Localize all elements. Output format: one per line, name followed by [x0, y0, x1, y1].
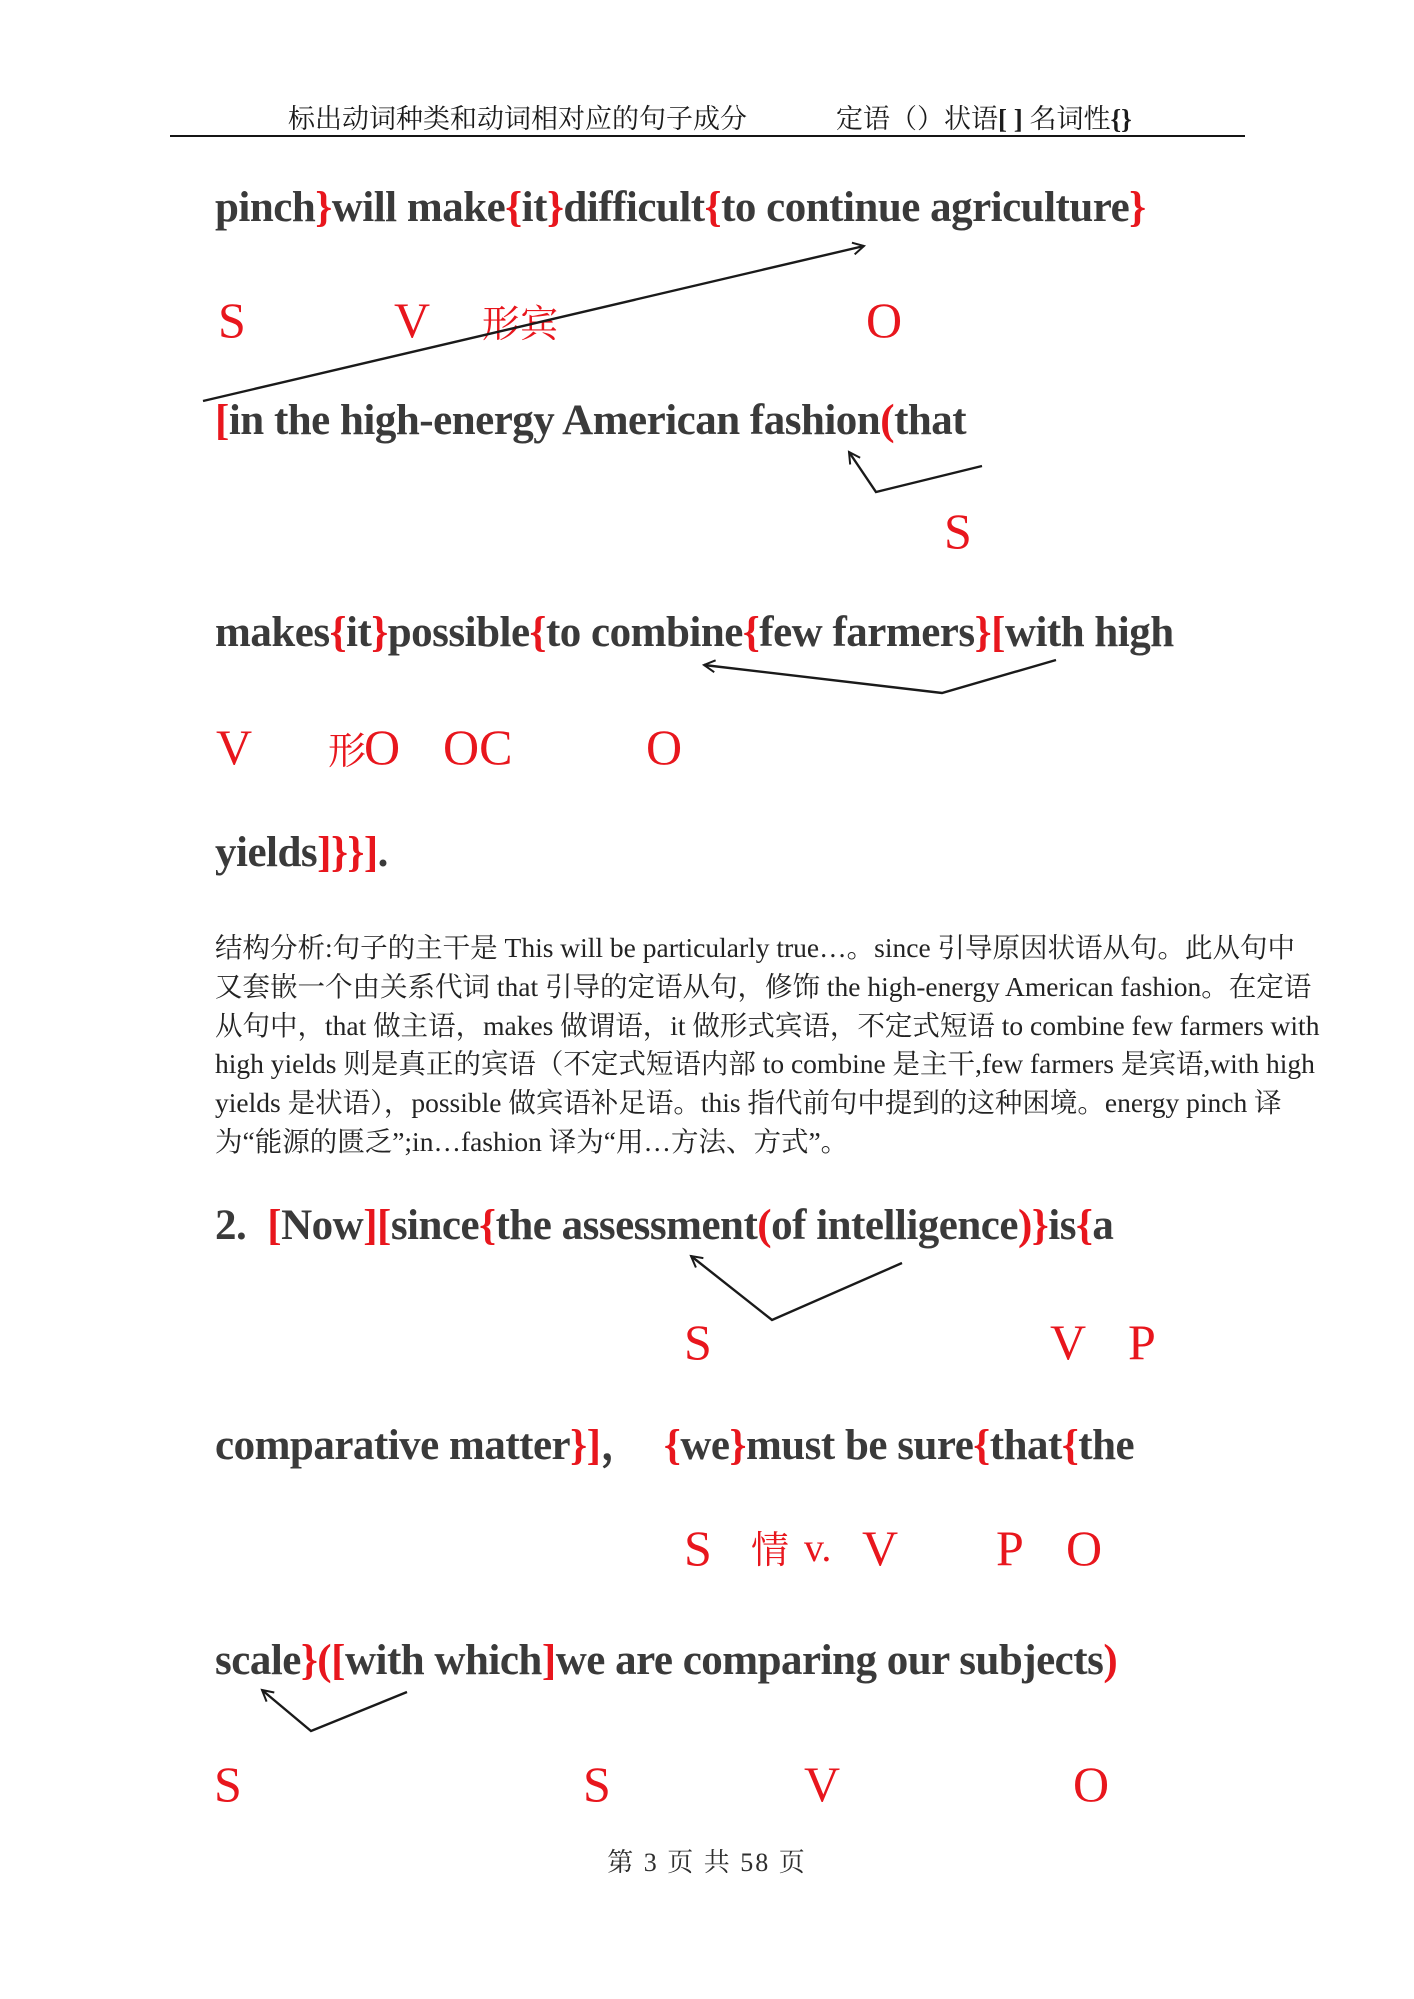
text-segment: Now: [281, 1202, 364, 1249]
grammar-label-v: v.: [804, 1525, 832, 1570]
text-segment: possible: [387, 609, 530, 656]
text-segment: must be sure: [745, 1422, 974, 1469]
grammar-label-P: P: [996, 1520, 1024, 1576]
header-legend-segment: {}: [1110, 104, 1132, 134]
text-segment: that: [989, 1422, 1062, 1469]
text-segment: yields: [215, 829, 318, 876]
that-antecedent-arrow: [849, 452, 982, 492]
analysis-line: 为“能源的匮乏”;in…fashion 译为“用…方法、方式”。: [215, 1125, 849, 1157]
text-segment: that: [894, 397, 967, 444]
text-segment: (: [880, 397, 895, 444]
text-segment: of intelligence: [771, 1202, 1018, 1249]
text-segment: [: [215, 397, 229, 444]
text-segment: }: [315, 184, 332, 231]
grammar-label-OC: OC: [443, 719, 513, 775]
grammar-label-V: V: [804, 1756, 841, 1812]
grammar-label-S: S: [218, 292, 246, 348]
grammar-label-O: O: [646, 719, 683, 775]
header-rule: [170, 135, 1245, 137]
grammar-label-O: O: [1066, 1520, 1103, 1576]
text-segment: }: [546, 184, 564, 231]
text-segment: {: [663, 1422, 681, 1469]
text-segment: .: [377, 829, 388, 876]
grammar-label-formal: 形: [328, 731, 367, 773]
text-segment: }: [1129, 184, 1146, 231]
sentence-line-6: [215, 1420, 1134, 1472]
sentence-line-5-item2: [215, 1200, 1113, 1252]
text-segment: is: [1048, 1202, 1076, 1249]
text-segment: since: [390, 1202, 480, 1249]
analysis-line: 结构分析:句子的主干是 This will be particularly true…。since 引导原因状语从句。此从句中: [215, 932, 1296, 963]
analysis-line: 从句中，that 做主语，makes 做谓语，it 做形式宾语，不定式短语 to combine few farmers with: [215, 1009, 1320, 1041]
text-segment: }([: [300, 1637, 345, 1684]
text-segment: to combine: [545, 609, 743, 656]
with-yields-modifier-arrow: [704, 660, 1056, 693]
sentence-line-1: [215, 182, 1146, 234]
text-segment: ][: [363, 1202, 391, 1249]
grammar-label-O: O: [364, 719, 401, 775]
header-legend: [836, 97, 1132, 136]
analysis-line: yields 是状语），possible 做宾语补足语。this 指代前句中提到的这种困境。energy pinch 译: [215, 1087, 1282, 1119]
text-segment: we are comparing our subjects: [555, 1637, 1104, 1684]
text-segment: with high: [1004, 609, 1174, 656]
page-number-footer: 第 3 页 共 58 页: [607, 1848, 807, 1877]
grammar-label-V: V: [216, 719, 253, 775]
text-segment: it: [346, 609, 372, 656]
text-segment: )}: [1017, 1202, 1049, 1249]
sentence-line-4: [215, 827, 388, 879]
grammar-label-V: V: [862, 1520, 899, 1576]
text-segment: to continue agriculture: [721, 184, 1130, 231]
text-segment: ，: [600, 1422, 664, 1469]
grammar-label-V: V: [394, 292, 431, 348]
header-left-title: 标出动词种类和动词相对应的句子成分: [288, 104, 747, 134]
text-segment: }: [974, 609, 992, 656]
text-segment: comparative matter: [215, 1422, 571, 1469]
text-segment: {: [1075, 1202, 1093, 1249]
grammar-label-S: S: [583, 1756, 611, 1812]
header-legend-segment: [ ]: [998, 104, 1023, 134]
text-segment: in the high-energy American fashion: [228, 397, 881, 444]
text-segment: ]}}]: [317, 829, 378, 876]
text-segment: makes: [215, 609, 330, 656]
analysis-line: 又套嵌一个由关系代词 that 引导的定语从句，修饰 the high-energy American fashion。在定语: [215, 970, 1312, 1002]
grammar-label-S: S: [684, 1314, 712, 1370]
text-segment: it: [521, 184, 547, 231]
text-segment: ]: [541, 1637, 556, 1684]
text-segment: }: [371, 609, 388, 656]
header-legend-segment: 定语（）状语: [836, 104, 998, 134]
text-segment: }]: [570, 1422, 601, 1469]
text-segment: {: [529, 609, 546, 656]
text-segment: {: [973, 1422, 990, 1469]
text-segment: scale: [215, 1637, 301, 1684]
text-segment: a: [1092, 1202, 1114, 1249]
text-segment: [: [991, 609, 1005, 656]
grammar-label-S: S: [684, 1520, 712, 1576]
text-segment: the: [1078, 1422, 1135, 1469]
text-segment: {: [1061, 1422, 1079, 1469]
grammar-label-S: S: [214, 1756, 242, 1812]
text-segment: 2.: [215, 1202, 268, 1249]
text-segment: pinch: [215, 184, 316, 231]
header-legend-segment: 名词性: [1022, 104, 1111, 134]
text-segment: with which: [344, 1637, 542, 1684]
grammar-label-S: S: [944, 503, 972, 559]
grammar-label-modal: 情: [751, 1530, 790, 1572]
grammar-label-V: V: [1050, 1314, 1087, 1370]
text-segment: ): [1103, 1637, 1118, 1684]
of-intelligence-modifier-arrow: [691, 1256, 902, 1320]
text-segment: {: [479, 1202, 496, 1249]
sentence-line-3: [215, 607, 1174, 659]
text-segment: few farmers: [759, 609, 975, 656]
grammar-label-O: O: [1073, 1756, 1110, 1812]
text-segment: [: [267, 1202, 282, 1249]
text-segment: {: [329, 609, 347, 656]
structure-analysis-paragraph: [215, 929, 1319, 1162]
text-segment: difficult: [563, 184, 705, 231]
text-segment: {: [742, 609, 760, 656]
text-segment: }: [729, 1422, 746, 1469]
text-segment: {: [505, 184, 522, 231]
text-segment: will make: [331, 184, 506, 231]
sentence-line-7: [215, 1635, 1117, 1687]
grammar-label-formal-object: 形宾: [482, 304, 559, 346]
text-segment: we: [680, 1422, 730, 1469]
grammar-label-P: P: [1128, 1314, 1156, 1370]
text-segment: (: [757, 1202, 772, 1249]
text-segment: {: [704, 184, 722, 231]
sentence-line-2: [215, 395, 966, 447]
grammar-label-O: O: [866, 292, 903, 348]
text-segment: the assessment: [495, 1202, 758, 1249]
with-which-antecedent-arrow: [262, 1690, 407, 1731]
analysis-line: high yields 则是真正的宾语（不定式短语内部 to combine 是主干,few farmers 是宾语,with high: [215, 1048, 1315, 1080]
